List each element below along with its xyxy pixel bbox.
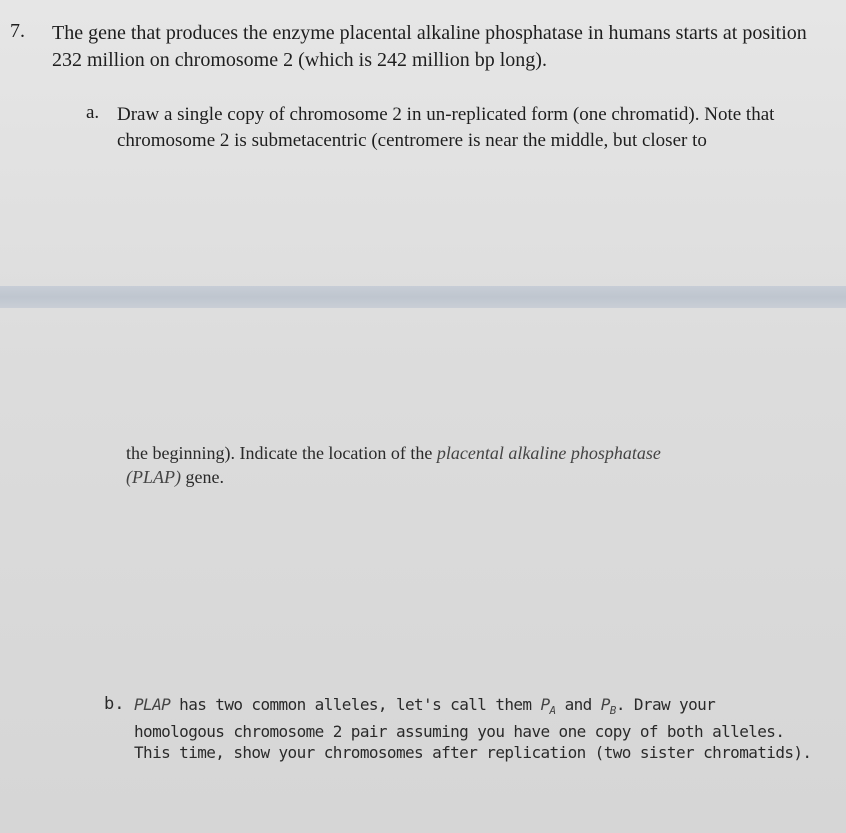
part-a-text: Draw a single copy of chromosome 2 in un-replicated form (one chromatid). Note that chromosome 2 is submetacentric (centromere is near the middle, but closer to — [117, 104, 775, 151]
part-b-and: and — [555, 695, 601, 714]
part-b-text — [134, 694, 814, 763]
page-break-bar — [0, 286, 846, 308]
part-a-continuation — [126, 441, 806, 489]
question-number: 7. — [10, 20, 25, 42]
part-b-text-1: has two common alleles, let's call them — [170, 695, 541, 714]
question-text: The gene that produces the enzyme placental alkaline phosphatase in humans starts at position 232 million on chromosome 2 (which is 242 million bp long). — [52, 22, 807, 71]
gene-abbreviation: (PLAP) — [126, 467, 181, 487]
allele-1: $P_A$ — [540, 695, 556, 718]
gene-name: placental alkaline phosphatase — [436, 443, 661, 463]
part-a-label: a. — [86, 102, 100, 123]
part-b-label: b. — [104, 694, 125, 714]
part-a-continuation-end: gene. — [180, 467, 224, 487]
allele-2: $P_B$ — [600, 695, 616, 718]
part-a-continuation-text: the beginning). Indicate the location of the — [126, 443, 437, 463]
gene-abbreviation-b: PLAP — [134, 695, 171, 714]
part-b-text-2: . Draw your homologous chromosome 2 pair assuming you have one copy of both alleles. This time, show your chromosomes after replication (two sister chromatids). — [134, 695, 812, 763]
